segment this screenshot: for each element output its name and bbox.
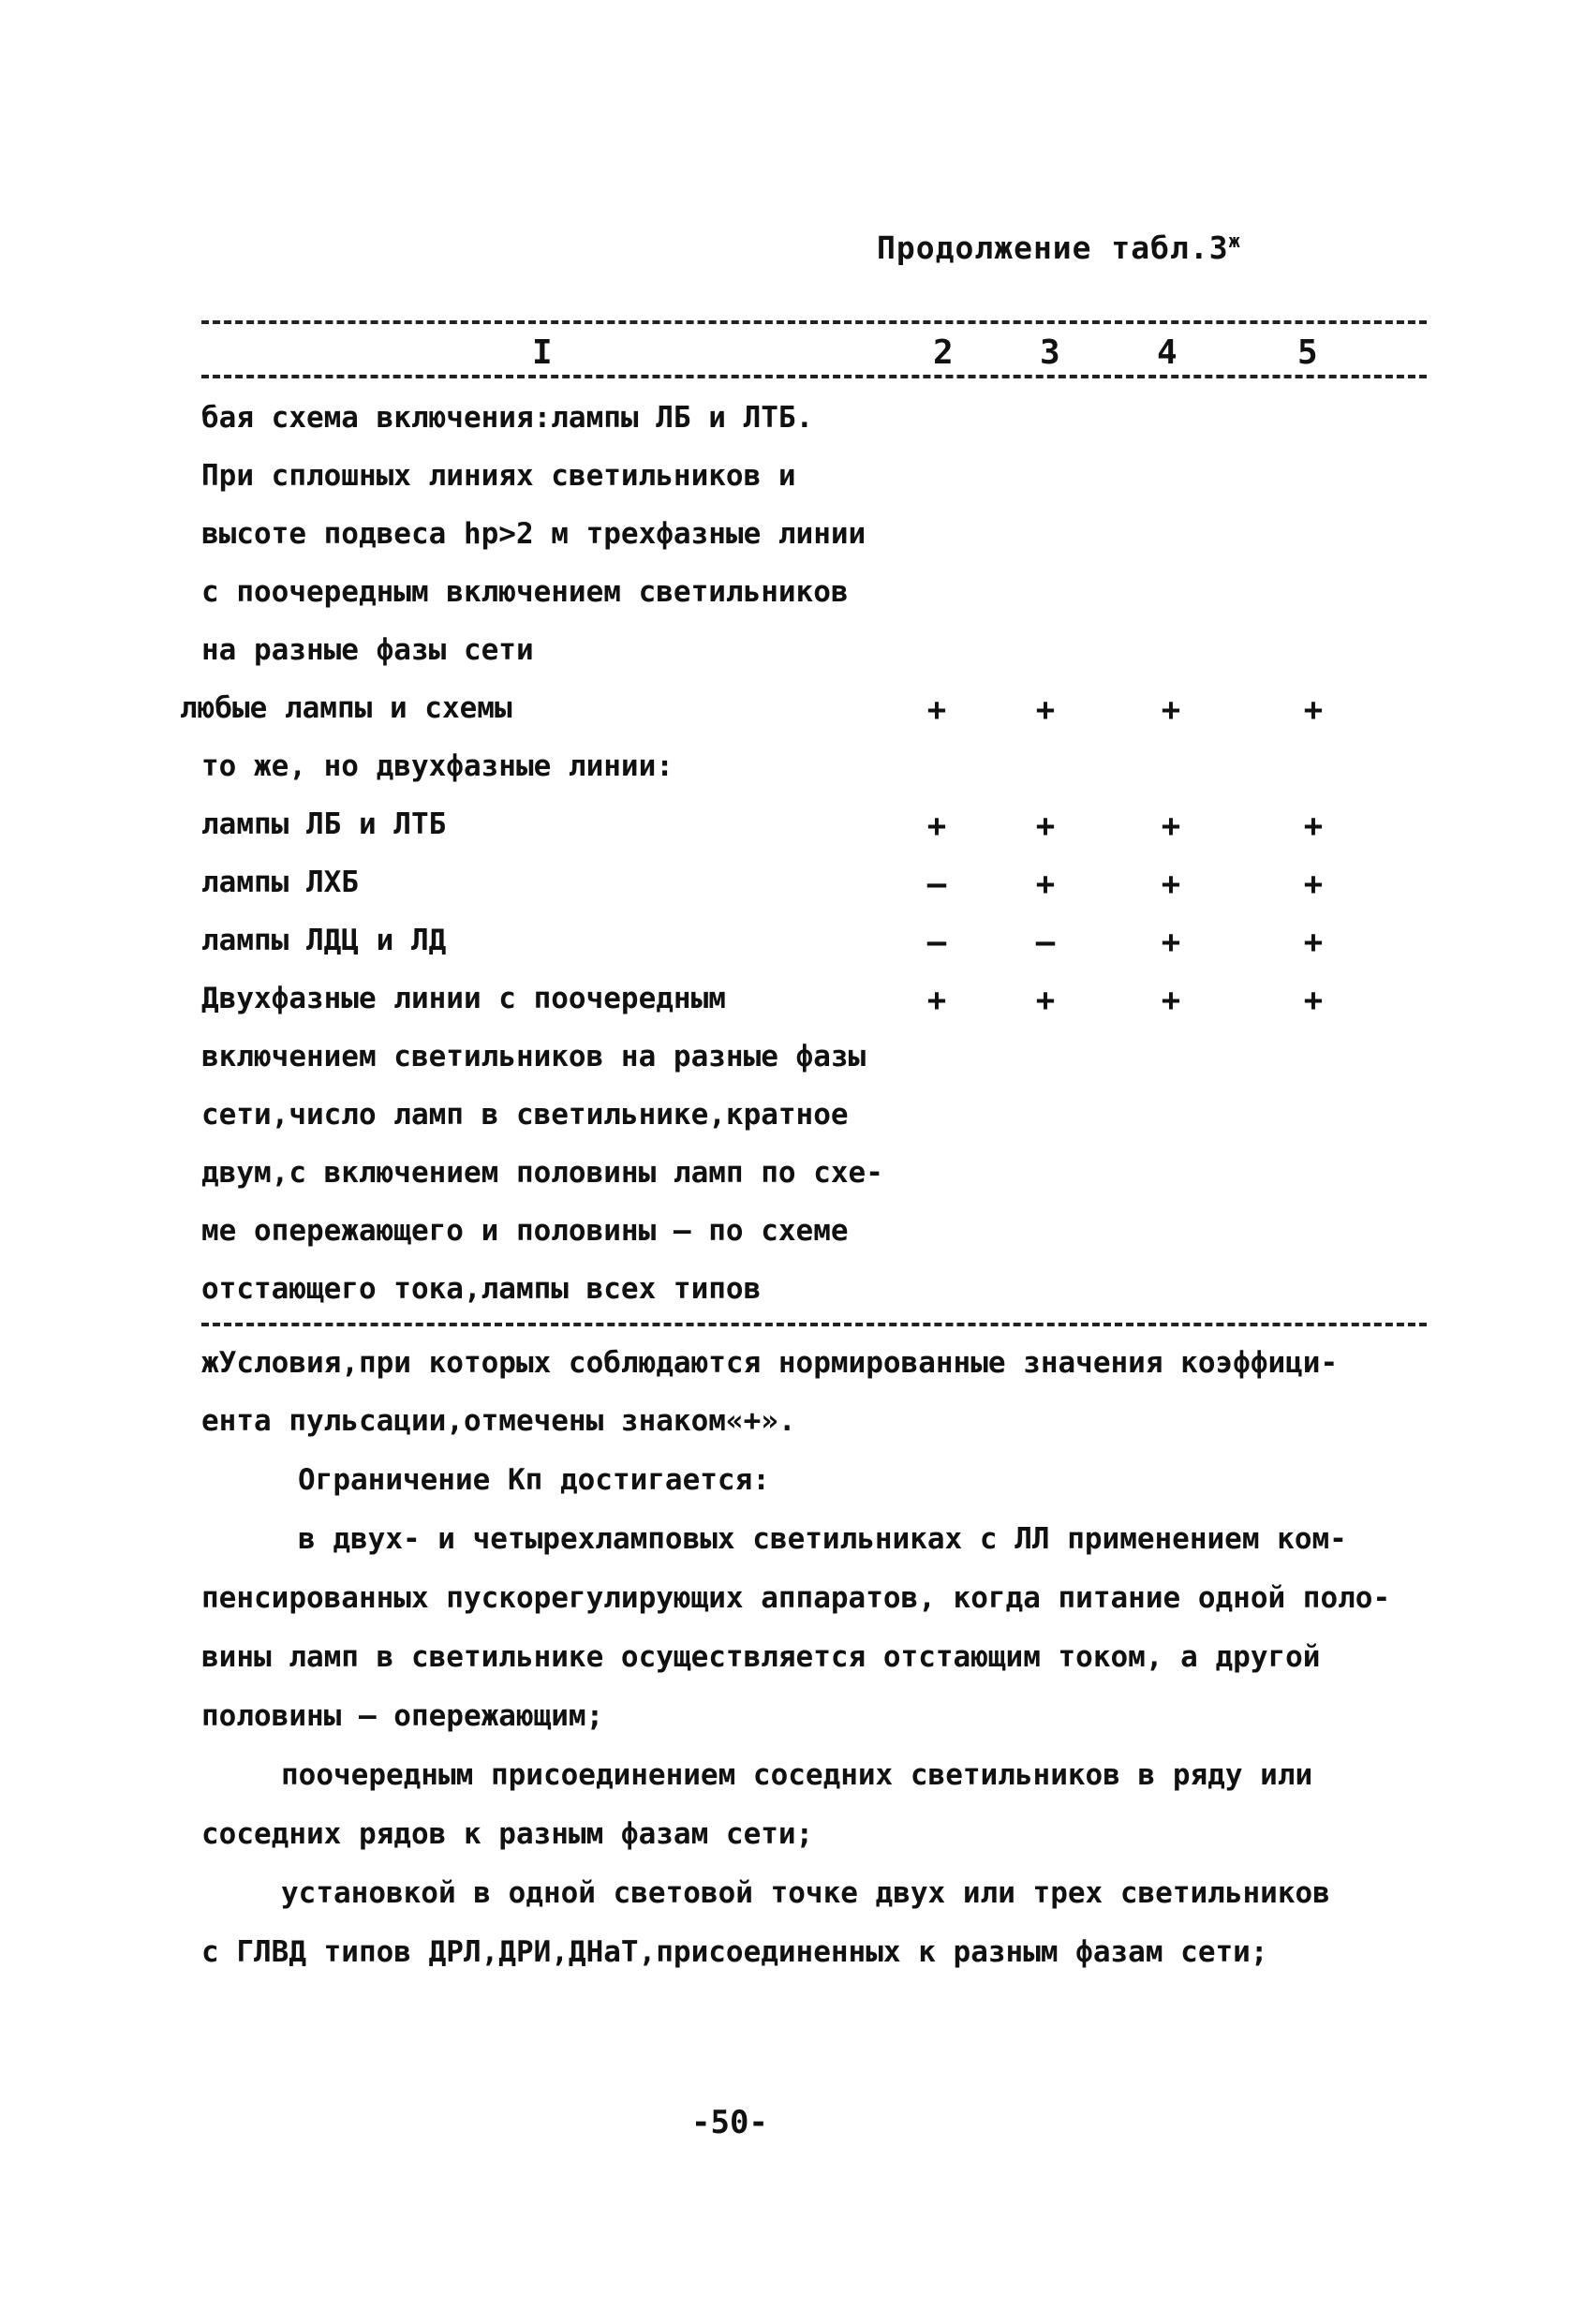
table-bottom-rule [201,1323,1427,1326]
row-text: При сплошных линиях светильников и [201,459,796,493]
row-mark-col4: + [1161,924,1181,961]
row-mark-col5: + [1303,866,1324,903]
row-mark-col5: + [1303,982,1324,1019]
row-text: высоте подвеса hр>2 м трехфазные линии [201,517,866,551]
footnote-line: поочередным присоединением соседних светильников в ряду или [281,1758,1313,1792]
row-mark-col3: + [1035,982,1056,1019]
row-text: включением светильников на разные фазы [201,1040,866,1073]
footnote-line: установкой в одной световой точке двух или трех светильников [281,1876,1330,1910]
row-mark-col2: + [926,691,947,729]
row-mark-col2: + [926,982,947,1019]
column-header-2: 2 [933,333,954,372]
row-text: двум,с включением половины ламп по схе- [201,1156,883,1190]
column-header-4: 4 [1157,333,1178,372]
footnote-line: Ограничение Кп достигается: [298,1463,770,1497]
table-header-rule [201,375,1427,378]
footnote-line: в двух- и четырехламповых светильниках с ЛЛ применением ком- [298,1522,1347,1556]
row-mark-col2: – [926,866,947,903]
row-mark-col4: + [1161,691,1181,729]
row-mark-col3: + [1035,866,1056,903]
row-mark-col3: + [1035,807,1056,845]
row-text: любые лампы и схемы [180,691,512,725]
row-text: сети,число ламп в светильнике,кратное [201,1098,849,1132]
row-text: лампы ЛХБ [201,866,359,899]
row-text: ме опережающего и половины – по схеме [201,1214,849,1248]
row-text: на разные фазы сети [201,633,534,667]
row-mark-col4: + [1161,982,1181,1019]
row-mark-col4: + [1161,866,1181,903]
footnote-line: половины – опережающим; [201,1699,604,1733]
table-caption: Продолжение $табл.3^ж$ [877,229,1241,266]
row-mark-col2: + [926,807,947,845]
column-header-1: I [532,333,553,372]
footnote-line: пенсированных пускорегулирующих аппаратов, когда питание одной поло- [201,1581,1391,1615]
row-mark-col5: + [1303,807,1324,845]
row-text: лампы ЛБ и ЛТБ [201,807,447,841]
footnote-line: соседних рядов к разным фазам сети; [201,1817,814,1851]
row-text: бая схема включения:лампы ЛБ и ЛТБ. [201,401,814,435]
footnote-line: вины ламп в светильнике осуществляется отстающим током, а другой [201,1640,1321,1674]
column-header-5: 5 [1297,333,1318,372]
row-mark-col4: + [1161,807,1181,845]
row-text: то же, но двухфазные линии: [201,749,674,783]
footnote-line: ента пульсации,отмечены знаком«+». [201,1404,796,1438]
row-text: Двухфазные линии с поочередным [201,982,726,1015]
row-mark-col5: + [1303,691,1324,729]
row-text: лампы ЛДЦ и ЛД [201,924,447,957]
row-text: с поочередным включением светильников [201,575,849,609]
table-top-rule [201,320,1427,324]
footnote-line: с ГЛВД типов ДРЛ,ДРИ,ДНаТ,присоединенных к разным фазам сети; [201,1935,1268,1969]
row-mark-col5: + [1303,924,1324,961]
row-mark-col3: + [1035,691,1056,729]
row-mark-col3: – [1035,924,1056,961]
row-text: отстающего тока,лампы всех типов [201,1272,762,1306]
row-mark-col2: – [926,924,947,961]
column-header-3: 3 [1040,333,1060,372]
footnote-line: жУсловия,при которых соблюдаются нормированные значения коэффици- [201,1346,1339,1380]
page-number: -50- [691,2104,768,2141]
